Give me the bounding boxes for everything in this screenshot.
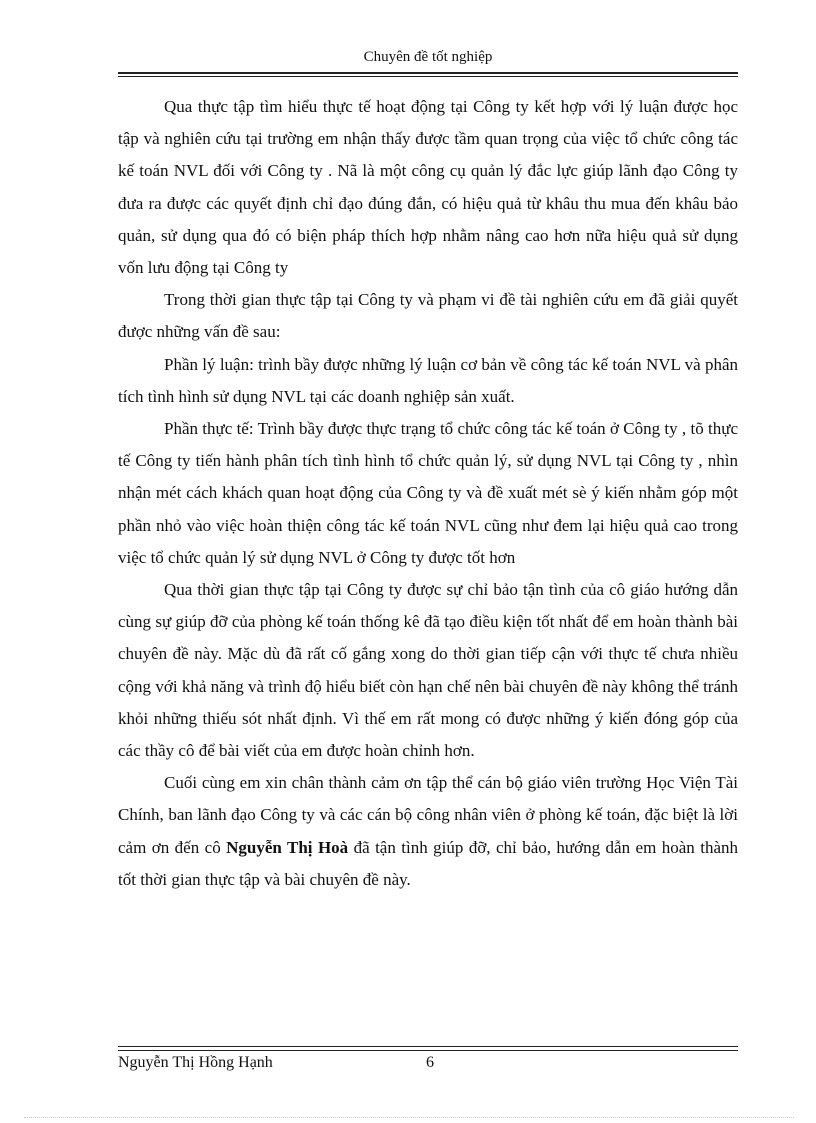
advisor-name: Nguyễn Thị Hoà bbox=[226, 837, 349, 857]
header-rule-thin bbox=[118, 76, 738, 77]
paragraph: Trong thời gian thực tập tại Công ty và phạm vi đề tài nghiên cứu em đã giải quyết được những vấn đề sau: bbox=[118, 290, 738, 342]
page-header-title: Chuyên đề tốt nghiệp bbox=[363, 49, 493, 65]
paragraph: Phần thực tế: Trình bầy được thực trạng tổ chức công tác kế toán ở Công ty , tõ thực tế Công ty tiến hành phân tích tình hình tổ chức quản lý, sử dụng NVL tại Công ty , nhìn nhận mét cách khách quan hoạt động của Công ty và đề xuất mét sè ý kiến nhằm góp một phần nhỏ vào việc hoàn thiện công tác kế toán NVL cũng như đem lại hiệu quả cao trong việc tổ chức quản lý sử dụng NVL ở Công ty được tốt hơn bbox=[118, 419, 738, 567]
paragraph: Phần lý luận: trình bầy được những lý luận cơ bản về công tác kế toán NVL và phân tích tình hình sử dụng NVL tại các doanh nghiệp sản xuất. bbox=[118, 354, 738, 406]
closing-paragraph bbox=[118, 767, 738, 896]
document-body bbox=[118, 91, 738, 896]
footer-rule-thin bbox=[118, 1046, 738, 1047]
footer-author: Nguyễn Thị Hồng Hạnh bbox=[118, 1054, 273, 1071]
paragraph: Qua thực tập tìm hiểu thực tế hoạt động tại Công ty kết hợp với lý luận được học tập và nghiên cứu tại trường em nhận thấy được tầm quan trọng của việc tổ chức công tác kế toán NVL đối với Công ty . Nã là một công cụ quản lý đắc lực giúp lãnh đạo Công ty đưa ra được các quyết định chỉ đạo đúng đắn, có hiệu quả từ khâu thu mua đến khâu bảo quản, sử dụng qua đó có biện pháp thích hợp nhằm nâng cao hơn nữa hiệu quả sử dụng vốn lưu động tại Công ty bbox=[118, 97, 738, 278]
footer-rule-thin-2 bbox=[118, 1050, 738, 1051]
closing-text-before: Cuối cùng em xin chân thành cảm ơn tập thể cán bộ giáo viên trường Học Viện Tài Chính, ban lãnh đạo Công ty và các cán bộ công nhân viên ở phòng kế toán, đặc biệt là lời cảm ơn đến cô bbox=[118, 773, 738, 857]
header-rule-thick bbox=[118, 72, 738, 74]
closing-text-after: đã tận tình giúp đỡ, chỉ bảo, hướng dẫn em hoàn thành tốt thời gian thực tập và bài chuyên đề này. bbox=[118, 837, 738, 889]
page-number: 6 bbox=[426, 1054, 434, 1071]
paragraph: Qua thời gian thực tập tại Công ty được sự chỉ bảo tận tình của cô giáo hướng dẫn cùng sự giúp đỡ của phòng kế toán thống kê đã tạo điều kiện tốt nhất để em hoàn thành bài chuyên đề này. Mặc dù đã rất cố gắng xong do thời gian tiếp cận với thực tế chưa nhiều cộng với khả năng và trình độ hiểu biết còn hạn chế nên bài chuyên đề này không thể tránh khỏi những thiếu sót nhất định. Vì thế em rất mong có được những ý kiến đóng góp của các thầy cô để bài viết của em được hoàn chỉnh hơn. bbox=[118, 580, 738, 761]
page-bottom-border bbox=[24, 1117, 794, 1119]
